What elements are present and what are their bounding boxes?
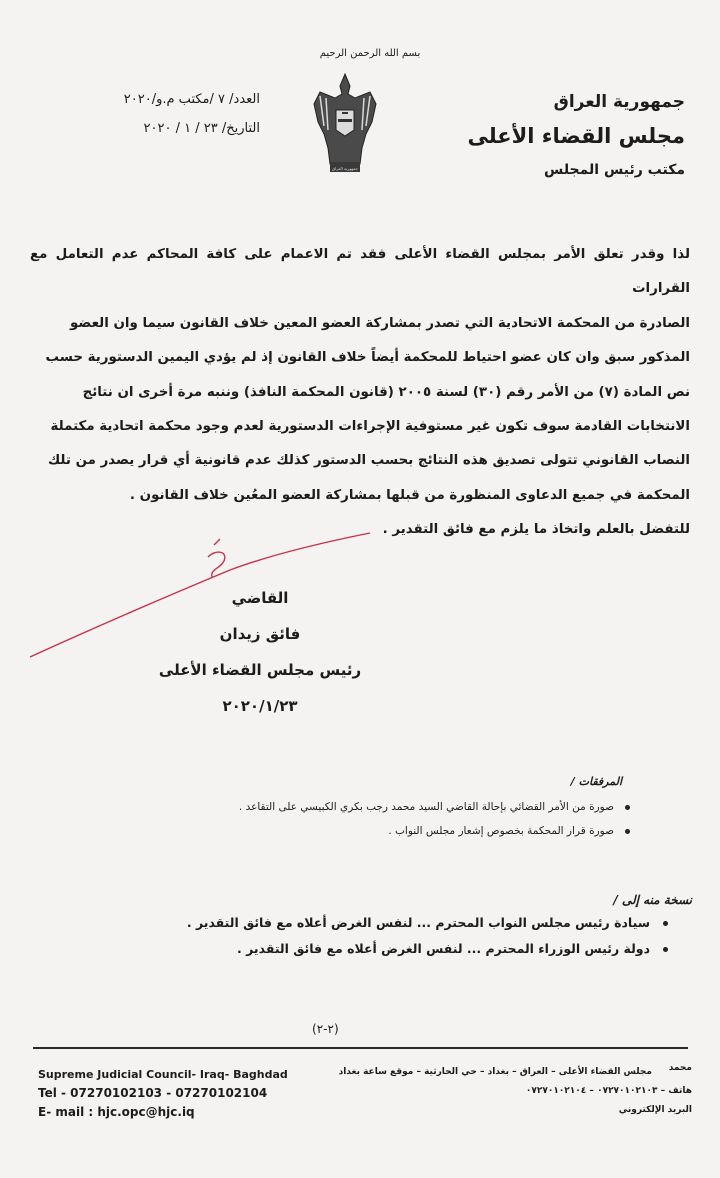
document-date: التاريخ/ ٢٣ / ١ / ٢٠٢٠ bbox=[143, 121, 260, 136]
signature-date: ٢٠٢٠/١/٢٣ bbox=[222, 697, 298, 715]
footer-arabic bbox=[312, 1063, 692, 1120]
body-line: المحكمة في جميع الدعاوى المنظورة من قبلها بمشاركة العضو المعُين خلاف القانون . bbox=[129, 487, 690, 503]
body-line: الانتخابات القادمة سوف تكون غير مستوفية الإجراءات الدستورية لعدم وجود محكمة اتحادية مكتملة bbox=[50, 419, 690, 435]
svg-text:جمهورية العراق: جمهورية العراق bbox=[332, 166, 358, 171]
footer-telephone: Tel - 07270102103 - 07270102104 bbox=[38, 1086, 268, 1100]
iraq-eagle-emblem-icon bbox=[310, 64, 380, 182]
body-line: نص المادة (٧) من الأمر رقم (٣٠) لسنة ٢٠٠٥ (قانون المحكمة النافذ) وننبه مرة أخرى ان نتائج bbox=[82, 384, 690, 400]
document-number: العدد/ ٧ /مكتب م.و/٢٠٢٠ bbox=[123, 92, 260, 107]
signatory-title: القاضي bbox=[231, 589, 289, 607]
office-name: مكتب رئيس المجلس bbox=[544, 162, 685, 178]
closing-line: للتفضل بالعلم واتخاذ ما يلزم مع فائق التقدير . bbox=[382, 522, 690, 538]
list-item: صورة من الأمر القضائي بإحالة القاضي السيد محمد رجب بكري الكبيسي على التقاعد . bbox=[110, 795, 630, 819]
council-name: مجلس القضاء الأعلى bbox=[467, 124, 685, 148]
footer-email-label: البريد الإلكتروني bbox=[618, 1105, 692, 1115]
attachments-title: المرفقات / bbox=[570, 775, 622, 788]
body-line: الصادرة من المحكمة الاتحادية التي تصدر بمشاركة العضو المعين خلاف القانون سيما وان العضو bbox=[70, 315, 690, 331]
country-name: جمهورية العراق bbox=[553, 92, 685, 112]
signatory-name: فائق زيدان bbox=[219, 625, 301, 643]
body-line: المذكور سبق وان كان عضو احتياط للمحكمة أيضاً خلاف القانون إذ لم يؤدي اليمين الدستورية حسب bbox=[45, 350, 690, 366]
footer-phone: هاتف – ٠٧٢٧٠١٠٢١٠٣ – ٠٧٢٧٠١٠٢١٠٤ bbox=[525, 1086, 692, 1096]
basmala: بسم الله الرحمن الرحيم bbox=[319, 48, 421, 59]
list-item: صورة قرار المحكمة بخصوص إشعار مجلس النواب . bbox=[110, 819, 630, 843]
body-line: لذا وقدر تعلق الأمر بمجلس القضاء الأعلى فقد تم الاعمام على كافة المحاكم عدم التعامل مع القرارات bbox=[30, 247, 690, 297]
letterhead-left bbox=[70, 92, 260, 150]
footer-initial: محمد bbox=[668, 1063, 692, 1073]
letter-body bbox=[30, 238, 690, 548]
signatory-position: رئيس مجلس القضاء الأعلى bbox=[158, 661, 362, 679]
footer-english bbox=[38, 1065, 298, 1122]
page-number: (٢-٢) bbox=[312, 1022, 339, 1036]
footer-divider bbox=[33, 1047, 688, 1049]
list-item: سيادة رئيس مجلس النواب المحترم ... لنفس الغرض أعلاه مع فائق التقدير . bbox=[108, 910, 668, 936]
list-item: دولة رئيس الوزراء المحترم ... لنفس الغرض أعلاه مع فائق التقدير . bbox=[108, 936, 668, 962]
copies-title: نسخة منه إلى / bbox=[613, 893, 692, 907]
footer-council-name: Supreme Judicial Council- Iraq- Baghdad bbox=[38, 1068, 288, 1081]
copies-list bbox=[108, 910, 668, 962]
letterhead-right bbox=[455, 92, 685, 178]
footer-email: E- mail : hjc.opc@hjc.iq bbox=[38, 1105, 195, 1119]
footer-address: مجلس القضاء الأعلى – العراق – بغداد – حي الحارثية – موقع ساعة بغداد bbox=[338, 1067, 652, 1077]
signature-block bbox=[140, 580, 380, 724]
attachments-list bbox=[110, 795, 630, 843]
body-line: النصاب القانوني تتولى تصديق هذه النتائج بحسب الدستور كذلك عدم قانونية أي قرار يصدر من تلك bbox=[47, 453, 690, 469]
